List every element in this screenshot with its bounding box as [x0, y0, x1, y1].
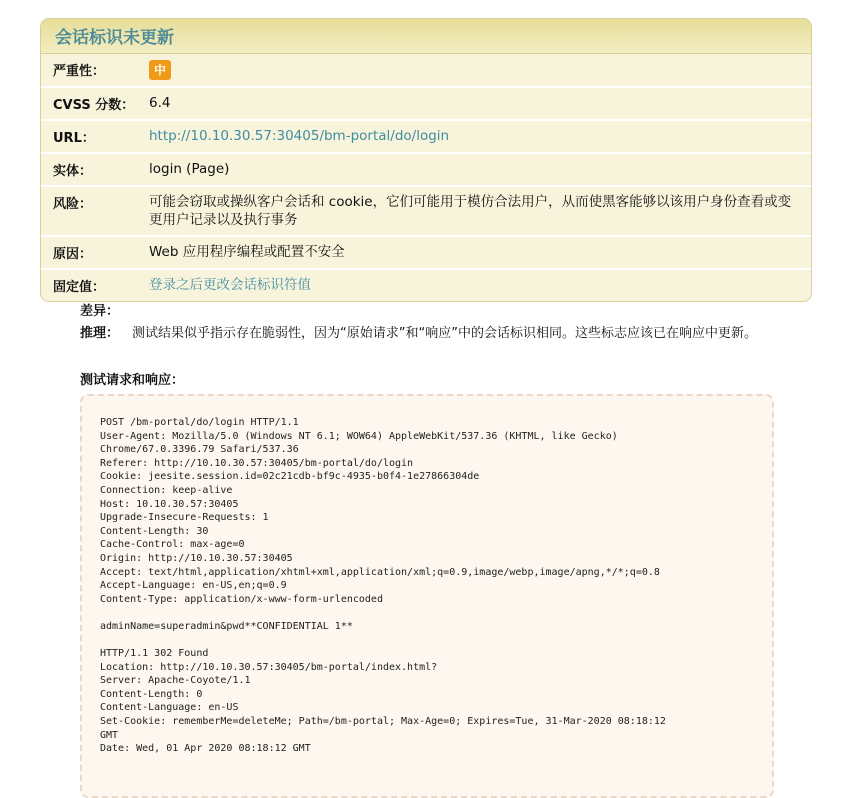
entity-label: 实体：	[53, 164, 93, 179]
url-link[interactable]: http://10.10.30.57:30405/bm-portal/do/login	[149, 128, 450, 144]
row-entity	[41, 154, 811, 187]
row-cvss	[41, 88, 811, 121]
row-risk	[41, 187, 811, 237]
row-url	[41, 121, 811, 154]
url-label: URL：	[53, 131, 95, 146]
diff-label: 差异：	[80, 304, 120, 319]
test-label: 测试请求和响应：	[80, 373, 185, 388]
cause-value: Web 应用程序编程或配置不安全	[149, 244, 345, 260]
request-response-box	[80, 394, 774, 798]
issue-title: 会话标识未更新	[41, 19, 811, 54]
risk-label: 风险：	[53, 197, 93, 212]
cvss-value: 6.4	[149, 95, 171, 111]
entity-value: login (Page)	[149, 161, 230, 177]
fix-link[interactable]: 登录之后更改会话标识符值	[149, 277, 311, 293]
severity-badge: 中	[149, 60, 171, 80]
reasoning	[80, 325, 780, 343]
issue-card	[40, 18, 812, 302]
reasoning-label: 推理：	[80, 326, 120, 341]
severity-label: 严重性：	[53, 64, 106, 79]
cvss-label: CVSS 分数：	[53, 98, 135, 113]
row-fix	[41, 270, 811, 301]
row-severity	[41, 54, 811, 88]
row-cause	[41, 237, 811, 270]
request-response-text: POST /bm-portal/do/login HTTP/1.1 User-Agent: Mozilla/5.0 (Windows NT 6.1; WOW64) AppleWebKit/537.36 (KHTML, like Gecko) Chrome/67.0.3396.79 Safari/537.36 Referer: http://10.10.30.57:30405/bm-portal/do/login Cookie: jeesite.session.id=02c21cdb-bf9c-4935-b0f4-1e27866304de Connection: keep-alive Host: 10.10.30.57:30405 Upgrade-Insecure-Requests: 1 Content-Length: 30 Cache-Control: max-age=0 Origin: http://10.10.30.57:30405 Accept: text/html,application/xhtml+xml,application/xml;q=0.9,image/webp,image/apng,*/*;q=0.8 Accept-Language: en-US,en;q=0.9 Content-Type: application/x-www-form-urlencoded adminName=superadmin&pwd**CONFIDENTIAL 1** HTTP/1.1 302 Found Location: http://10.10.30.57:30405/bm-portal/index.html? Server: Apache-Coyote/1.1 Content-Length: 0 Content-Language: en-US Set-Cookie: rememberMe=deleteMe; Path=/bm-portal; Max-Age=0; Expires=Tue, 31-Mar-2020 08:18:12 GMT Date: Wed, 01 Apr 2020 08:18:12 GMT	[100, 417, 666, 755]
risk-value: 可能会窃取或操纵客户会话和 cookie，它们可能用于模仿合法用户，从而使黑客能够以该用户身份查看或变更用户记录以及执行事务	[149, 194, 792, 228]
cause-label: 原因：	[53, 247, 93, 262]
reasoning-text: 测试结果似乎指示存在脆弱性，因为“原始请求”和“响应”中的会话标识相同。这些标志应该已在响应中更新。	[132, 326, 757, 341]
fix-label: 固定值：	[53, 280, 106, 295]
